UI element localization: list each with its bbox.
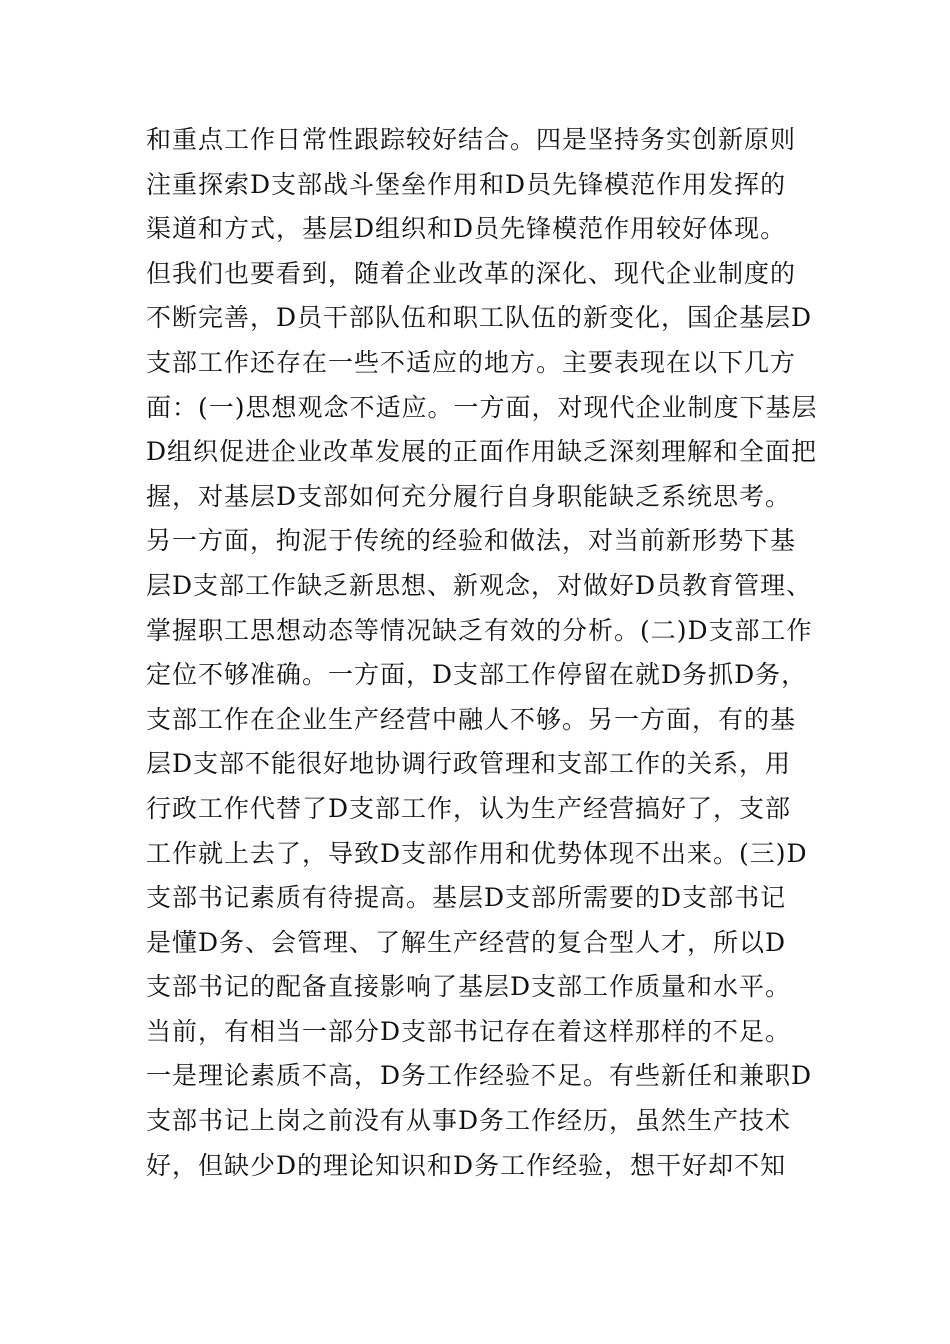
text-line: 但我们也要看到，随着企业改革的深化、现代企业制度的 [146, 258, 797, 288]
text-line: 掌握职工思想动态等情况缺乏有效的分析。(二)D支部工作 [146, 615, 813, 645]
text-line: 定位不够准确。一方面，D支部工作停留在就D务抓D务， [146, 660, 808, 690]
text-line: 支部书记素质有待提高。基层D支部所需要的D支部书记 [146, 883, 787, 913]
text-line: 注重探索D支部战斗堡垒作用和D员先锋模范作用发挥的 [146, 169, 787, 199]
text-line: 好，但缺少D的理论知识和D务工作经验，想干好却不知 [146, 1150, 787, 1180]
text-line: 工作就上去了，导致D支部作用和优势体现不出来。(三)D [146, 838, 808, 868]
text-line: 一是理论素质不高，D务工作经验不足。有些新任和兼职D [146, 1061, 813, 1091]
text-line: 支部工作在企业生产经营中融人不够。另一方面，有的基 [146, 704, 797, 734]
text-line: 层D支部工作缺乏新思想、新观念，对做好D员教育管理、 [146, 570, 813, 600]
text-line: 和重点工作日常性跟踪较好结合。四是坚持务实创新原则 [146, 125, 797, 154]
text-line: D组织促进企业改革发展的正面作用缺乏深刻理解和全面把 [146, 437, 818, 467]
text-line: 不断完善，D员干部队伍和职工队伍的新变化，国企基层D [146, 303, 813, 333]
text-line: 另一方面，拘泥于传统的经验和做法，对当前新形势下基 [146, 526, 797, 556]
text-line: 是懂D务、会管理、了解生产经营的复合型人才，所以D [146, 927, 787, 957]
body-text [146, 118, 826, 1188]
text-line: 支部书记的配备直接影响了基层D支部工作质量和水平。 [146, 972, 792, 1002]
text-line: 行政工作代替了D支部工作，认为生产经营搞好了，支部 [146, 793, 792, 823]
text-line: 支部书记上岗之前没有从事D务工作经历，虽然生产技术 [146, 1106, 792, 1136]
text-line: 支部工作还存在一些不适应的地方。主要表现在以下几方 [146, 347, 797, 377]
text-line: 渠道和方式，基层D组织和D员先锋模范作用较好体现。 [146, 214, 787, 244]
text-line: 层D支部不能很好地协调行政管理和支部工作的关系，用 [146, 749, 792, 779]
text-line: 当前，有相当一部分D支部书记存在着这样那样的不足。 [146, 1016, 792, 1046]
text-line: 握，对基层D支部如何充分履行自身职能缺乏系统思考。 [146, 481, 792, 511]
text-line: 面：(一)思想观念不适应。一方面，对现代企业制度下基层 [146, 392, 818, 422]
